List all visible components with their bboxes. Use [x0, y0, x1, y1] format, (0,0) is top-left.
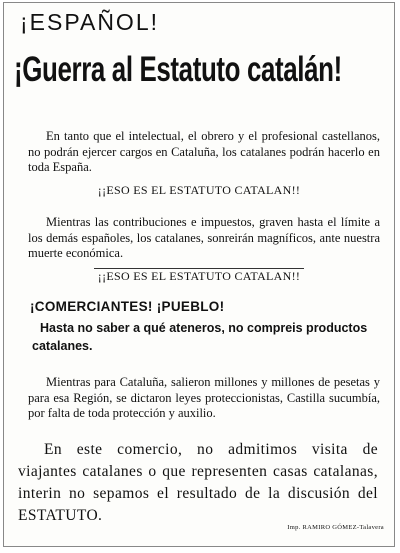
- paragraph-contribuciones: Mientras las contribuciones e impuestos, graven hasta el límite a los demás españoles, los catalanes, sonreirán magníficos, ante nuestra muerte económica.: [28, 215, 380, 260]
- call-text: Hasta no saber a qué ateneros, no compreis productos catalanes.: [32, 321, 368, 353]
- paragraph-millones: Mientras para Cataluña, salieron millones y millones de pesetas y para esa Región, se dictaron leyes proteccionistas, Castilla sucumbía, por falta de toda protección y auxilio.: [28, 375, 380, 420]
- slogan-estatuto-1: ¡¡ESO ES EL ESTATUTO CATALAN!!: [97, 183, 301, 197]
- closing-notice: En este comercio, no admitimos visita de viajantes catalanes o que representen casas catalanas, interin no sepamos el resultado de la discusión del ESTATUTO.: [18, 441, 378, 524]
- printer-imprint: Imp. RAMIRO GÓMEZ-Talavera: [287, 524, 384, 531]
- call-heading: ¡COMERCIANTES! ¡PUEBLO!: [30, 299, 225, 314]
- paragraph-cargos: En tanto que el intelectual, el obrero y el profesional castellanos, no podrán ejercer cargos en Cataluña, los catalanes podrán hacerlo en toda España.: [28, 129, 380, 174]
- slogan-estatuto-2: ¡¡ESO ES EL ESTATUTO CATALAN!!: [97, 269, 301, 283]
- headline-espanol: ¡ESPAÑOL!: [20, 9, 159, 35]
- poster-sheet: [3, 2, 395, 547]
- headline-main: ¡Guerra al Estatuto catalán!: [14, 50, 342, 89]
